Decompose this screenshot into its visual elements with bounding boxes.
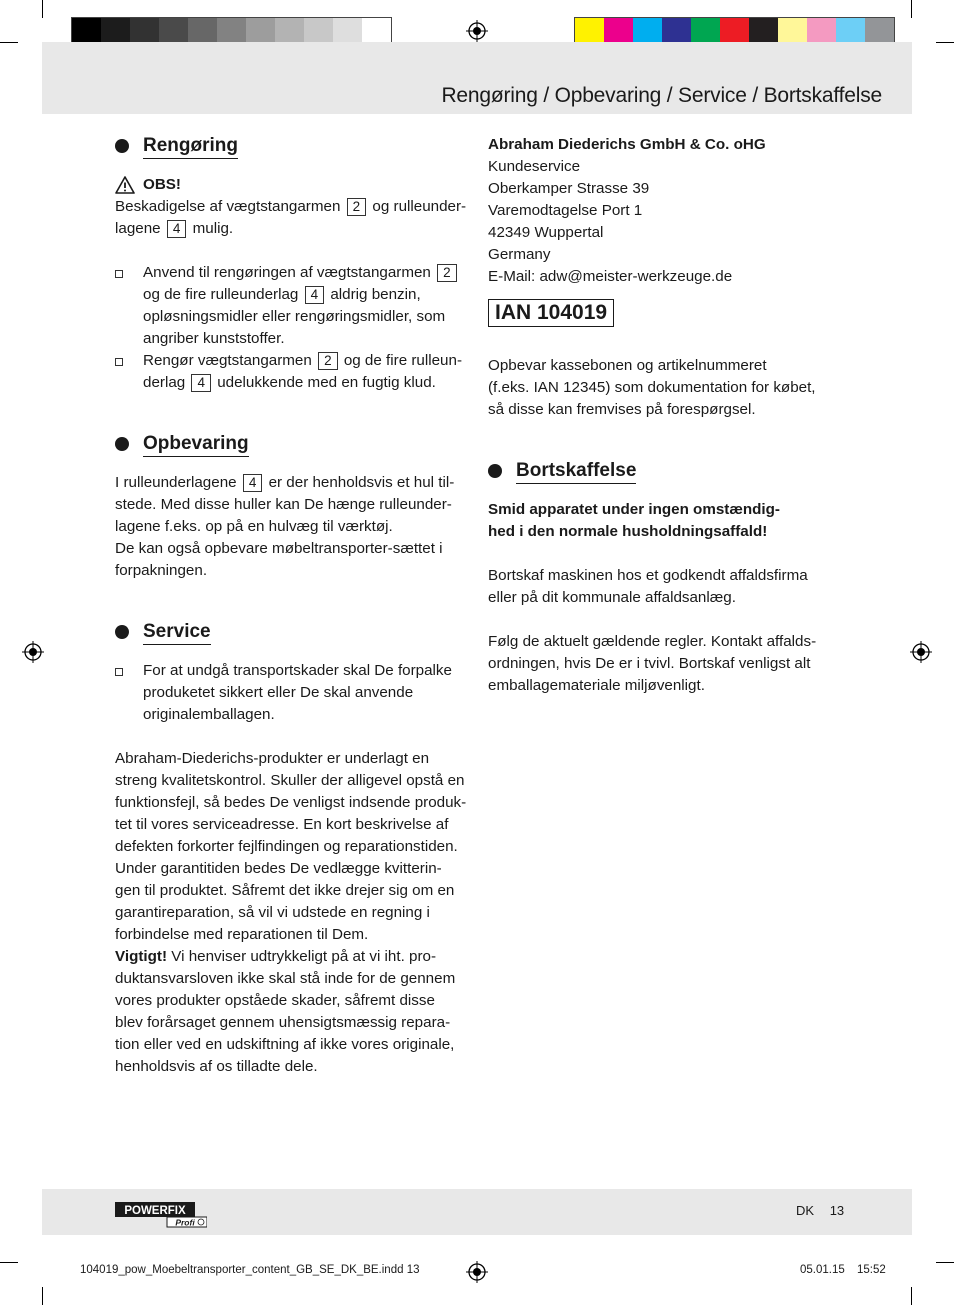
color-swatch [159, 18, 188, 45]
color-swatch [749, 18, 778, 45]
bullet-dot-icon [115, 625, 129, 639]
page-number: 13 [829, 1203, 845, 1218]
page-title: Rengøring / Opbevaring / Service / Bortskaffelse [441, 84, 882, 107]
crop-mark [936, 1262, 954, 1263]
bullet-dot-icon [115, 437, 129, 451]
ian-number-box: IAN 104019 [488, 299, 614, 327]
section-heading-rengoring: Rengøring [115, 132, 470, 160]
color-swatch [304, 18, 333, 45]
color-swatch [604, 18, 633, 45]
bullet-dot-icon [488, 464, 502, 478]
email-address: E-Mail: adw@meister-werkzeuge.de [488, 268, 733, 285]
color-swatch [691, 18, 720, 45]
disposal-paragraph: Bortskaf maskinen hos et godkendt affaldsfirma eller på dit kommunale affaldsanlæg. [488, 567, 808, 606]
disposal-paragraph: Følg de aktuelt gældende regler. Kontakt affalds- ordningen, hvis De er i tvivl. Bortskaf venligst alt emballagemateriale miljøvenligt. [488, 633, 817, 694]
color-swatch [633, 18, 662, 45]
cleaning-instructions-list [115, 262, 470, 394]
company-name: Abraham Diederichs GmbH & Co. oHG [488, 136, 766, 153]
bullet-dot-icon [115, 139, 129, 153]
registration-mark-icon [22, 641, 44, 663]
warning-label: OBS! [115, 174, 470, 196]
color-swatch [720, 18, 749, 45]
crop-mark [42, 1287, 43, 1305]
color-swatch [130, 18, 159, 45]
color-swatch [662, 18, 691, 45]
color-swatch [778, 18, 807, 45]
ref-number: 4 [305, 286, 325, 304]
list-item: Anvend til rengøringen af vægtstangarmen 2 og de fire rulleunderlag 4 aldrig benzin, opløsningsmidler eller rengøringsmidler, som angriber kunststoffer. [115, 262, 470, 350]
registration-mark-icon [466, 20, 488, 42]
disposal-warning: Smid apparatet under ingen omstændig- hed i den normale husholdningsaffald! [488, 501, 780, 540]
crop-mark [911, 0, 912, 18]
color-swatch [246, 18, 275, 45]
registration-mark-icon [466, 1261, 488, 1283]
section-heading-bortskaffelse: Bortskaffelse [488, 457, 838, 485]
color-swatch [807, 18, 836, 45]
page-info [796, 1203, 844, 1218]
receipt-note: Opbevar kassebonen og artikelnummeret (f.eks. IAN 12345) som dokumentation for købet, så disse kan fremvises på forespørgsel. [488, 357, 816, 418]
warning-text: Beskadigelse af vægtstangarmen 2 og rulleunder- lagene 4 mulig. [115, 198, 467, 237]
important-label: Vigtigt! [115, 948, 168, 965]
color-swatch [575, 18, 604, 45]
checkbox-square-icon [115, 270, 123, 278]
service-paragraph: Abraham-Diederichs-produkter er underlagt en streng kvalitetskontrol. Skuller der alligevel opstå en funktionsfejl, så bedes De venligst indsende produk- tet til vores serviceadresse. En kort beskrivelse af defekten forkorter fejlfindingen og reparationstiden. Under garantitiden bedes De vedlægge kvitterin- gen til produktet. Såfremt det ikke drejer sig om en garantireparation, så vil vi udstede en regning i forbindelse med reparationen til Dem. Vigtigt! Vi henviser udtrykkeligt på at vi iht. pro- duktansvarsloven ikke skal stå inde for de gennem vores produkter opståede skader, såfremt disse blev forårsaget gennem uhensigtsmæssig repara- tion eller ved en udskiftning af ikke vores originale, henholdsvis af os tilladte dele. [115, 750, 467, 1075]
checkbox-square-icon [115, 668, 123, 676]
warning-triangle-icon [115, 176, 135, 194]
slug-date: 05.01.15 [800, 1264, 845, 1276]
left-column [115, 132, 470, 1078]
color-swatch [865, 18, 894, 45]
color-swatch [836, 18, 865, 45]
section-heading-service: Service [115, 618, 470, 646]
registration-mark-icon [910, 641, 932, 663]
color-swatch [188, 18, 217, 45]
list-item: For at undgå transportskader skal De forpalke produketet sikkert eller De skal anvende originalemballagen. [115, 660, 470, 726]
checkbox-square-icon [115, 358, 123, 366]
ref-number: 2 [437, 264, 457, 282]
color-swatch [275, 18, 304, 45]
right-column [488, 134, 838, 697]
crop-mark [936, 42, 954, 43]
crop-mark [42, 0, 43, 18]
slug-filename: 104019_pow_Moebeltransporter_content_GB_SE_DK_BE.indd 13 [80, 1264, 420, 1276]
service-address: Abraham Diederichs GmbH & Co. oHG Kundeservice Oberkamper Strasse 39 Varemodtagelse Port 1 42349 Wuppertal Germany E-Mail: adw@meister-werkzeuge.de [488, 134, 838, 288]
section-heading-opbevaring: Opbevaring [115, 430, 470, 458]
crop-mark [0, 42, 18, 43]
language-code: DK [796, 1203, 815, 1218]
color-swatch [72, 18, 101, 45]
ref-number: 4 [191, 374, 211, 392]
color-swatch [362, 18, 391, 45]
ref-number: 2 [347, 198, 367, 216]
svg-text:POWERFIX: POWERFIX [124, 1205, 186, 1217]
crop-mark [0, 1262, 18, 1263]
storage-text: I rulleunderlagene 4 er der henholdsvis et hul til- stede. Med disse huller kan De hænge rulleunder- lagene f.eks. op på en hulvæg til værktøj. De kan også opbevare møbeltransporter-sættet i forpakningen. [115, 474, 455, 579]
ref-number: 4 [243, 474, 263, 492]
ref-number: 4 [167, 220, 187, 238]
color-swatch [217, 18, 246, 45]
slug-time: 15:52 [857, 1264, 886, 1276]
svg-text:Profi: Profi [175, 1217, 195, 1228]
ref-number: 2 [318, 352, 338, 370]
crop-mark [911, 1287, 912, 1305]
powerfix-logo [115, 1202, 207, 1228]
service-list [115, 660, 470, 726]
list-item: Rengør vægtstangarmen 2 og de fire rulleun- derlag 4 udelukkende med en fugtig klud. [115, 350, 470, 394]
color-swatch [333, 18, 362, 45]
color-swatch [101, 18, 130, 45]
